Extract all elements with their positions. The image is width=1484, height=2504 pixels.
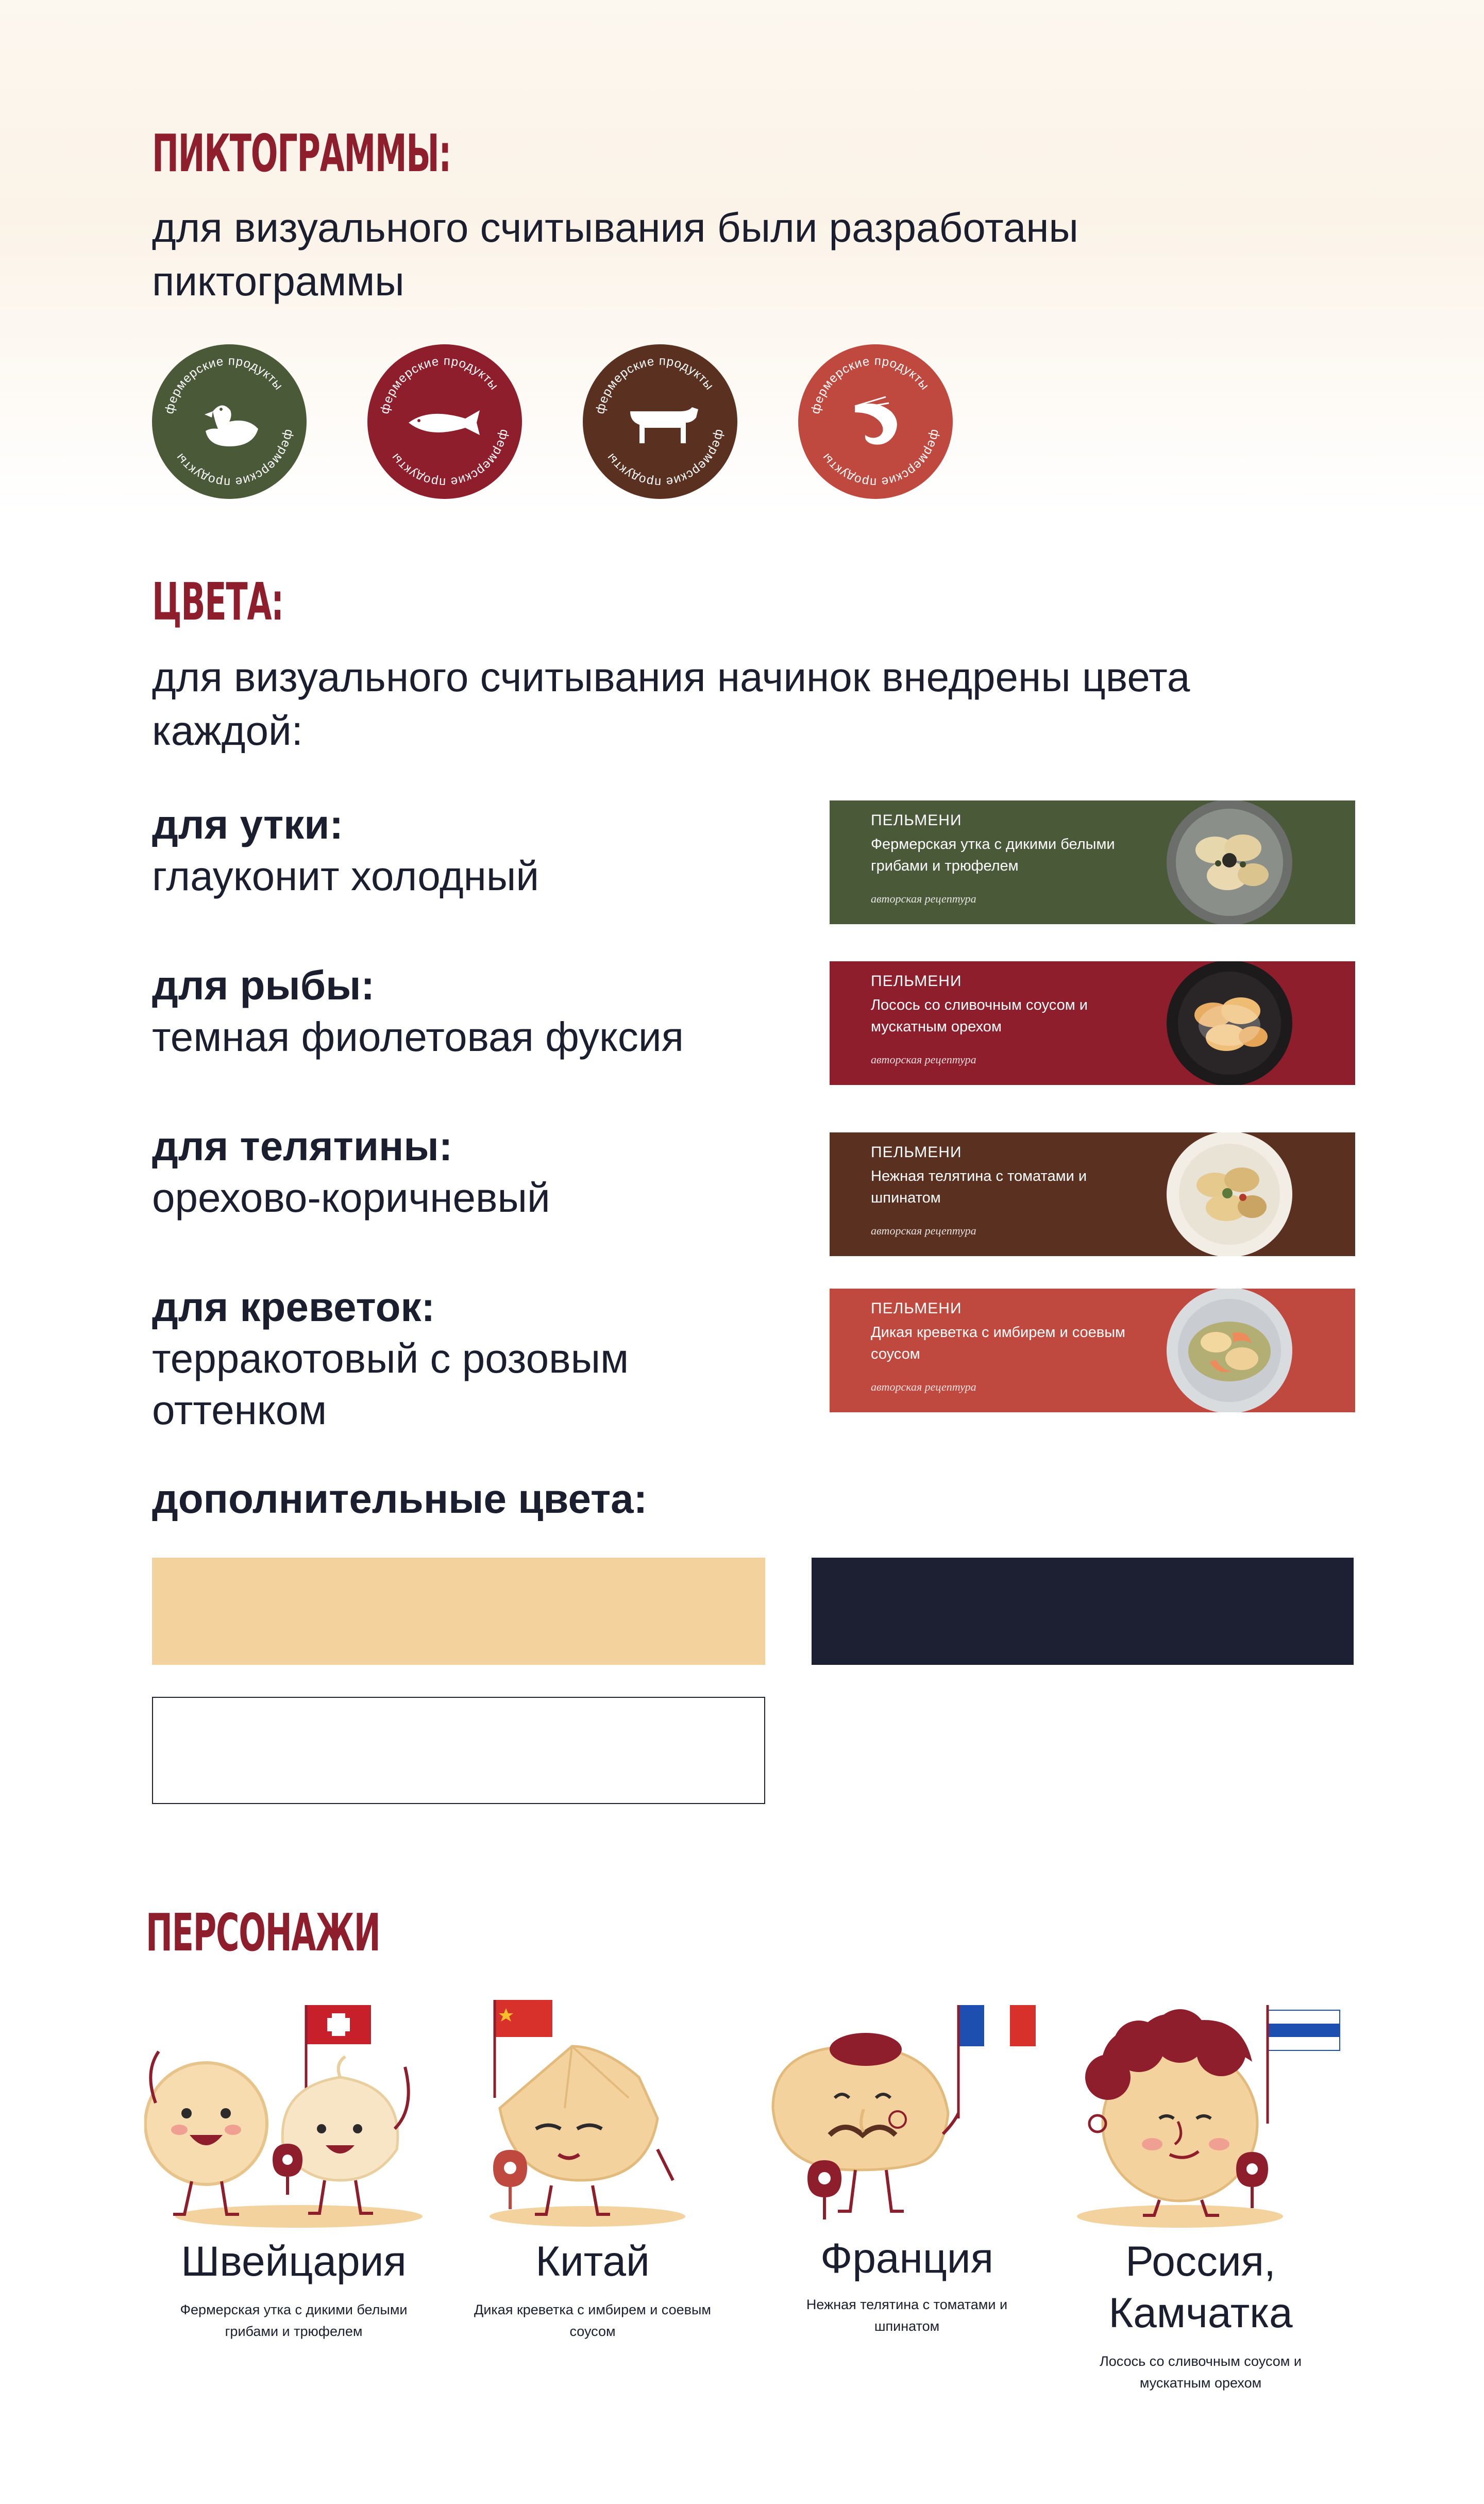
banner-text: Фермерская утка с дикими белыми грибами и трюфелем xyxy=(871,836,1115,874)
pictogram-row xyxy=(152,344,1183,504)
banner-signature: авторская рецептура xyxy=(871,1053,976,1066)
ring-text-top: фермерские продукты xyxy=(808,354,932,415)
banner-text: Нежная телятина с томатами и шпинатом xyxy=(871,1168,1087,1206)
shrimp-icon xyxy=(798,344,953,499)
additional-colors-heading: дополнительные цвета: xyxy=(152,1476,648,1522)
banner-text: Лосось со сливочным соусом и мускатным орехом xyxy=(871,997,1088,1035)
characters-heading: ПЕРСОНАЖИ xyxy=(146,1902,380,1963)
banner-signature: авторская рецептура xyxy=(871,1224,976,1237)
banner-title: ПЕЛЬМЕНИ xyxy=(871,973,962,990)
filling-color-name: орехово-коричневый xyxy=(152,1175,550,1221)
russia-dumpling-icon xyxy=(1056,2000,1345,2232)
pictogram-fish xyxy=(367,344,522,499)
colors-heading: ЦВЕТА: xyxy=(152,572,283,632)
character-russia xyxy=(1056,2000,1345,2391)
filling-veal xyxy=(152,1121,822,1224)
character-country: Франция xyxy=(820,2235,993,2282)
pictograms-description: для визуального считывания были разработаны пиктограммы xyxy=(152,205,1078,304)
character-description: Нежная телятина с томатами и шпинатом xyxy=(806,2297,1008,2334)
swatch-white xyxy=(152,1697,765,1804)
filling-label: для утки: xyxy=(152,802,344,847)
cow-icon xyxy=(583,344,737,499)
filling-duck xyxy=(152,799,822,902)
filling-color-name: терракотовый с розовым оттенком xyxy=(152,1336,629,1433)
character-switzerland xyxy=(144,2000,443,2339)
banner-duck xyxy=(830,800,1355,924)
pictogram-shrimp xyxy=(798,344,953,499)
filling-shrimp xyxy=(152,1281,822,1436)
character-description: Дикая креветка с имбирем и соевым соусом xyxy=(474,2302,711,2339)
banner-text: Дикая креветка с имбирем и соевым соусом xyxy=(871,1324,1125,1362)
character-description: Фермерская утка с дикими белыми грибами и трюфелем xyxy=(180,2302,408,2339)
character-country: Швейцария xyxy=(181,2238,407,2285)
switzerland-dumplings-icon xyxy=(144,2000,443,2232)
banner-signature: авторская рецептура xyxy=(871,892,976,905)
ring-text-bottom: фермерские продукты xyxy=(173,428,297,490)
character-country: Россия, Камчатка xyxy=(1108,2238,1293,2336)
banner-title: ПЕЛЬМЕНИ xyxy=(871,1144,962,1161)
character-country: Китай xyxy=(535,2238,650,2285)
swatch-dark xyxy=(812,1558,1354,1665)
filling-label: для телятины: xyxy=(152,1123,453,1169)
character-description: Лосось со сливочным соусом и мускатным орехом xyxy=(1100,2353,1302,2391)
filling-label: для рыбы: xyxy=(152,962,375,1008)
pictogram-duck xyxy=(152,344,307,499)
colors-description: для визуального считывания начинок внедрены цвета каждой: xyxy=(152,654,1190,754)
filling-color-name: темная фиолетовая фуксия xyxy=(152,1014,684,1060)
fish-icon xyxy=(367,344,522,499)
banner-fish xyxy=(830,961,1355,1085)
ring-text-top: фермерские продукты xyxy=(162,354,286,415)
dish-plate-icon xyxy=(1166,1289,1293,1412)
pictograms-heading: ПИКТОГРАММЫ: xyxy=(152,123,451,183)
ring-text-bottom: фермерские продукты xyxy=(603,428,728,490)
banner-shrimp xyxy=(830,1289,1355,1412)
banner-title: ПЕЛЬМЕНИ xyxy=(871,1300,962,1317)
dish-plate-icon xyxy=(1166,961,1293,1085)
character-china xyxy=(474,1990,711,2339)
banner-title: ПЕЛЬМЕНИ xyxy=(871,812,962,829)
filling-label: для креветок: xyxy=(152,1284,435,1330)
banner-signature: авторская рецептура xyxy=(871,1380,976,1393)
ring-text-bottom: фермерские продукты xyxy=(388,428,512,490)
pictogram-cow xyxy=(583,344,737,499)
ring-text-top: фермерские продукты xyxy=(593,354,717,415)
ring-text-bottom: фермерские продукты xyxy=(819,428,943,490)
china-dumpling-icon xyxy=(474,1990,711,2232)
duck-icon xyxy=(152,344,307,499)
filling-fish xyxy=(152,960,822,1063)
ring-text-top: фермерские продукты xyxy=(377,354,501,415)
france-dumpling-icon xyxy=(763,2000,1051,2232)
filling-color-name: глауконит холодный xyxy=(152,853,539,899)
dish-plate-icon xyxy=(1166,1132,1293,1256)
swatch-dough xyxy=(152,1558,765,1665)
dish-plate-icon xyxy=(1166,800,1293,924)
banner-veal xyxy=(830,1132,1355,1256)
character-france xyxy=(763,2000,1051,2334)
